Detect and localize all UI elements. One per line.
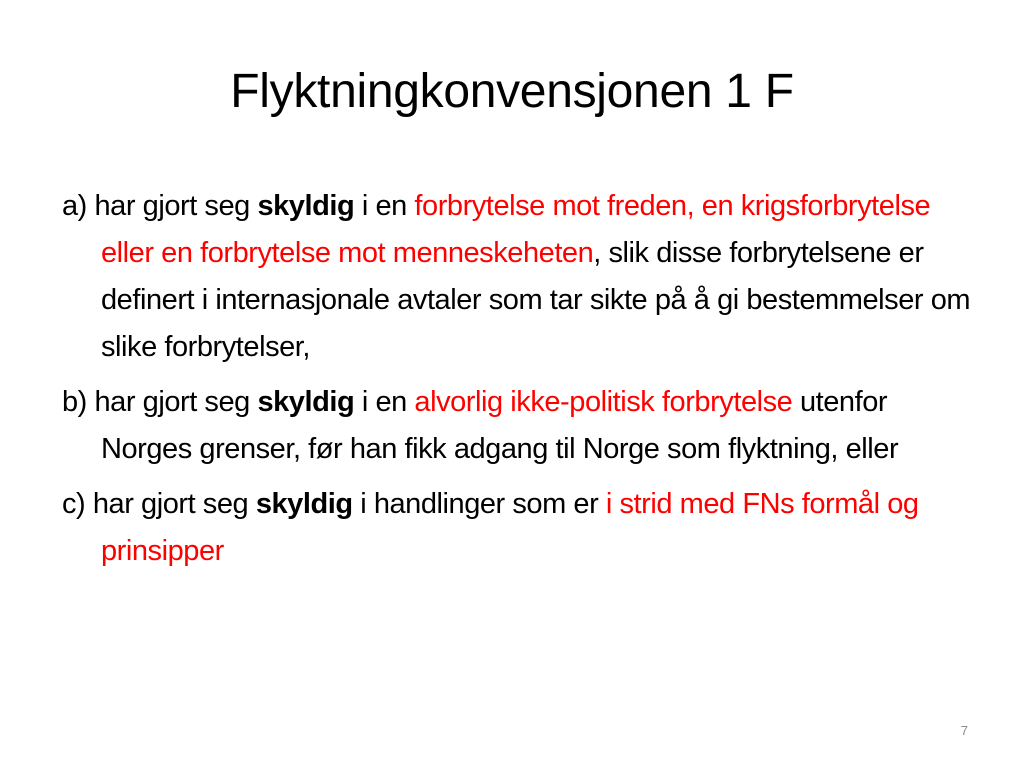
clause-a-rest: , slik disse forbrytelsene er definert i internasjonale avtaler som tar sikte på å gi bestemmelser om slike forbrytelser, xyxy=(101,237,971,363)
slide-title: Flyktningkonvensjonen 1 F xyxy=(230,65,794,118)
clause-a-connector: i en xyxy=(354,190,415,222)
clause-a-prefix: a) har gjort seg xyxy=(62,190,258,222)
clause-b-connector: i en xyxy=(354,386,415,418)
clause-c-connector: i handlinger som er xyxy=(352,488,606,520)
clause-b-keyword: skyldig xyxy=(257,386,355,418)
clause-a xyxy=(62,183,982,371)
slide-body xyxy=(62,183,982,583)
clause-c-keyword: skyldig xyxy=(255,488,353,520)
clause-c xyxy=(62,481,982,575)
clause-a-keyword: skyldig xyxy=(257,190,355,222)
clause-b-rest: utenfor Norges grenser, før han fikk adgang til Norge som flyktning, eller xyxy=(101,386,899,465)
clause-b xyxy=(62,379,982,473)
clause-b-highlight: alvorlig ikke-politisk forbrytelse xyxy=(414,386,793,418)
clause-b-prefix: b) har gjort seg xyxy=(62,386,258,418)
clause-a-highlight: forbrytelse mot freden, en krigsforbrytelse eller en forbrytelse mot menneskeheten xyxy=(101,190,931,269)
clause-c-highlight: i strid med FNs formål og prinsipper xyxy=(101,488,919,567)
clause-c-prefix: c) har gjort seg xyxy=(62,488,256,520)
slide-number: 7 xyxy=(960,723,968,738)
